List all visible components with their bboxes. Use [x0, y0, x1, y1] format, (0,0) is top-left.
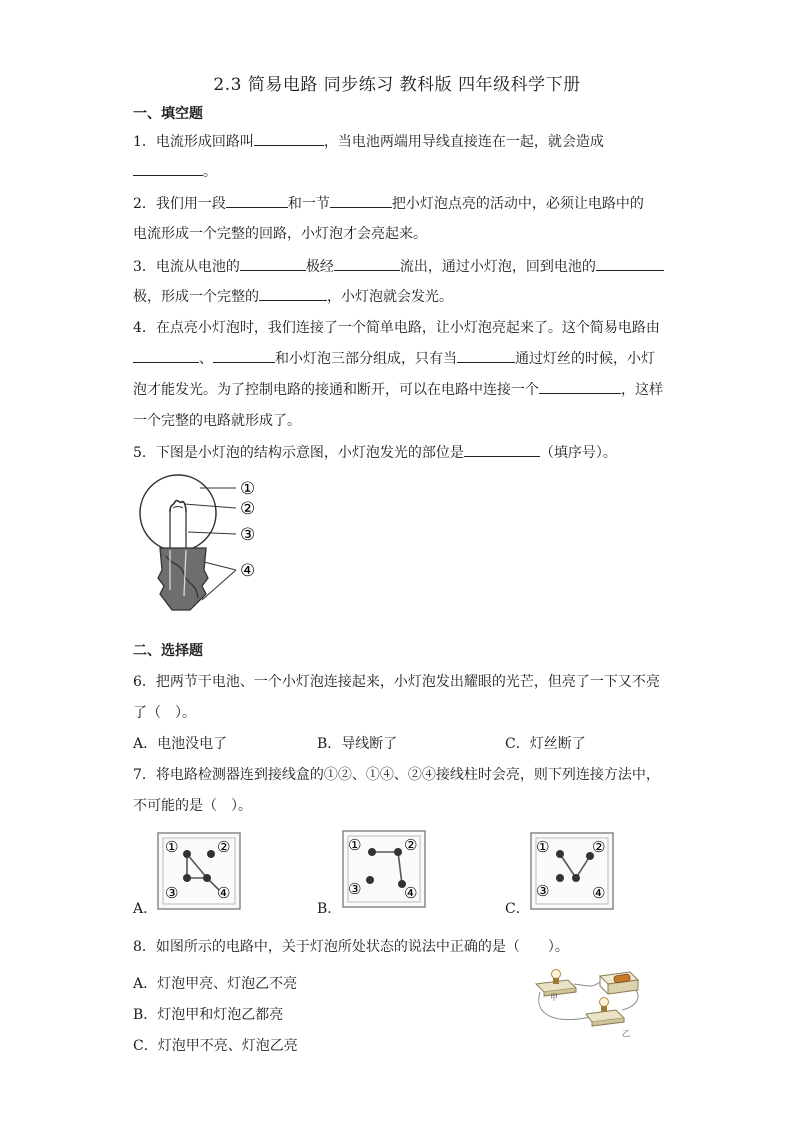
question-3-line-1 [133, 256, 664, 276]
label-2: ② [240, 499, 256, 519]
terminal-dot [572, 874, 580, 882]
terminal-2-label: ② [404, 836, 418, 854]
glass-bulb [140, 475, 216, 551]
q2-text-c: 把小灯泡点亮的活动中，必须让电路中的 [391, 196, 644, 212]
answer-blank[interactable] [330, 193, 392, 208]
terminal-4-label: ④ [592, 884, 606, 902]
label-3: ③ [240, 525, 256, 545]
terminal-box-c [530, 832, 614, 910]
q6-option-c[interactable]: C．灯丝断了 [505, 736, 586, 752]
terminal-2-label: ② [592, 838, 606, 856]
section-fill-blank-heading: 一、填空题 [133, 106, 203, 122]
answer-blank[interactable] [133, 161, 203, 176]
q2-text-b: 和一节 [287, 196, 330, 212]
q4-text-a: 、 [199, 351, 213, 367]
question-3-line-2 [133, 286, 453, 306]
answer-blank[interactable] [596, 256, 664, 271]
terminal-3-label: ③ [348, 880, 362, 898]
label-jia: 甲 [550, 993, 558, 1002]
q6-option-a[interactable]: A．电池没电了 [133, 736, 228, 752]
answer-blank[interactable] [133, 348, 199, 363]
q5-text-b: （填序号）。 [539, 445, 617, 461]
terminal-4-label: ④ [404, 884, 418, 902]
question-7-line-1: 7．将电路检测器连到接线盒的①②、①④、②④接线柱时会亮，则下列连接方法中， [133, 767, 660, 783]
question-7-line-2: 不可能的是（ ）。 [133, 798, 252, 814]
support-wires [170, 512, 186, 548]
q7-option-c[interactable]: C． [505, 901, 530, 917]
bulb-jia-base [553, 978, 559, 984]
answer-blank[interactable] [259, 286, 327, 301]
q3-text-d: 极，形成一个完整的 [133, 289, 259, 305]
filament-coil [173, 507, 183, 509]
terminal-box-b [342, 830, 426, 908]
q4-text-d: 泡才能发光。为了控制电路的接通和断开，可以在电路中连接一个 [133, 382, 539, 398]
question-5-line-1 [133, 442, 617, 462]
terminal-box-a [157, 832, 241, 910]
circuit-illustration [530, 962, 645, 1042]
q3-text-e: ，小灯泡就会发光。 [327, 289, 453, 305]
q8-option-c[interactable]: C．灯泡甲不亮、灯泡乙亮 [133, 1038, 298, 1054]
q7-option-a[interactable]: A． [133, 901, 158, 917]
question-6-line-1: 6．把两节干电池、一个小灯泡连接起来，小灯泡发出耀眼的光芒，但亮了一下又不亮 [133, 674, 660, 690]
answer-blank[interactable] [457, 348, 515, 363]
q8-option-b[interactable]: B．灯泡甲和灯泡乙都亮 [133, 1007, 284, 1023]
q5-text-a: 5．下图是小灯泡的结构示意图，小灯泡发光的部位是 [133, 445, 464, 461]
question-2-line-2: 电流形成一个完整的回路，小灯泡才会亮起来。 [133, 226, 427, 242]
question-1-line-1 [133, 131, 604, 151]
bulb-yi [600, 998, 609, 1007]
terminal-1-label: ① [536, 838, 550, 856]
question-4-line-4: 一个完整的电路就形成了。 [133, 413, 301, 429]
terminal-dot [183, 874, 191, 882]
pointer-2 [184, 504, 236, 508]
q7-option-b[interactable]: B． [317, 901, 342, 917]
pointer-4b [202, 570, 236, 600]
bulb-structure-diagram [140, 470, 270, 620]
terminal-dot [556, 874, 564, 882]
screw-base [158, 548, 208, 610]
terminal-3-label: ③ [165, 884, 179, 902]
terminal-dot [207, 850, 215, 858]
terminal-dot [366, 876, 374, 884]
bulb-yi-base [601, 1006, 607, 1012]
q3-text-b: 极经 [305, 259, 334, 275]
answer-blank[interactable] [254, 131, 324, 146]
pointer-3 [188, 532, 236, 534]
answer-blank[interactable] [464, 442, 540, 457]
q2-text-a: 2．我们用一段 [133, 196, 226, 212]
terminal-dot [183, 850, 191, 858]
answer-blank[interactable] [213, 348, 275, 363]
question-6-line-2: 了（ ）。 [133, 705, 196, 721]
q1-text-a: 1．电流形成回路叫 [133, 134, 254, 150]
page-title: 2.3 简易电路 同步练习 教科版 四年级科学下册 [213, 75, 581, 95]
question-1-line-2 [133, 161, 217, 181]
q4-text-e: ，这样 [621, 382, 663, 398]
wire [574, 982, 600, 986]
terminal-dot [203, 874, 211, 882]
question-4-line-2 [133, 348, 655, 368]
q4-text-b: 和小灯泡三部分组成，只有当 [275, 351, 457, 367]
bulb-jia [552, 970, 561, 979]
label-yi: 乙 [622, 1029, 630, 1038]
question-4-line-3 [133, 379, 663, 399]
label-1: ① [240, 479, 256, 499]
terminal-4-label: ④ [217, 884, 231, 902]
question-8-line-1: 8．如图所示的电路中，关于灯泡所处状态的说法中正确的是（ ）。 [133, 939, 569, 955]
terminal-2-label: ② [217, 838, 231, 856]
terminal-3-label: ③ [536, 882, 550, 900]
question-2-line-1 [133, 193, 644, 213]
terminal-dot [368, 848, 376, 856]
terminal-1-label: ① [165, 838, 179, 856]
label-4: ④ [240, 561, 256, 581]
answer-blank[interactable] [539, 379, 621, 394]
q1-text-b: ，当电池两端用导线直接连在一起，就会造成 [323, 134, 604, 150]
terminal-dot [394, 848, 402, 856]
question-4-line-1: 4．在点亮小灯泡时，我们连接了一个简单电路，让小灯泡亮起来了。这个简易电路由 [133, 320, 660, 336]
q8-option-a[interactable]: A．灯泡甲亮、灯泡乙不亮 [133, 976, 298, 992]
answer-blank[interactable] [226, 193, 288, 208]
answer-blank[interactable] [334, 256, 400, 271]
pointer-4a [204, 562, 236, 570]
answer-blank[interactable] [240, 256, 306, 271]
q6-option-b[interactable]: B．导线断了 [317, 736, 398, 752]
terminal-1-label: ① [348, 836, 362, 854]
section-choice-heading: 二、选择题 [133, 643, 203, 659]
q1-text-c: 。 [203, 164, 217, 180]
terminal-dot [556, 850, 564, 858]
q3-text-a: 3．电流从电池的 [133, 259, 240, 275]
q3-text-c: 流出，通过小灯泡，回到电池的 [399, 259, 596, 275]
q4-text-c: 通过灯丝的时候，小灯 [515, 351, 655, 367]
